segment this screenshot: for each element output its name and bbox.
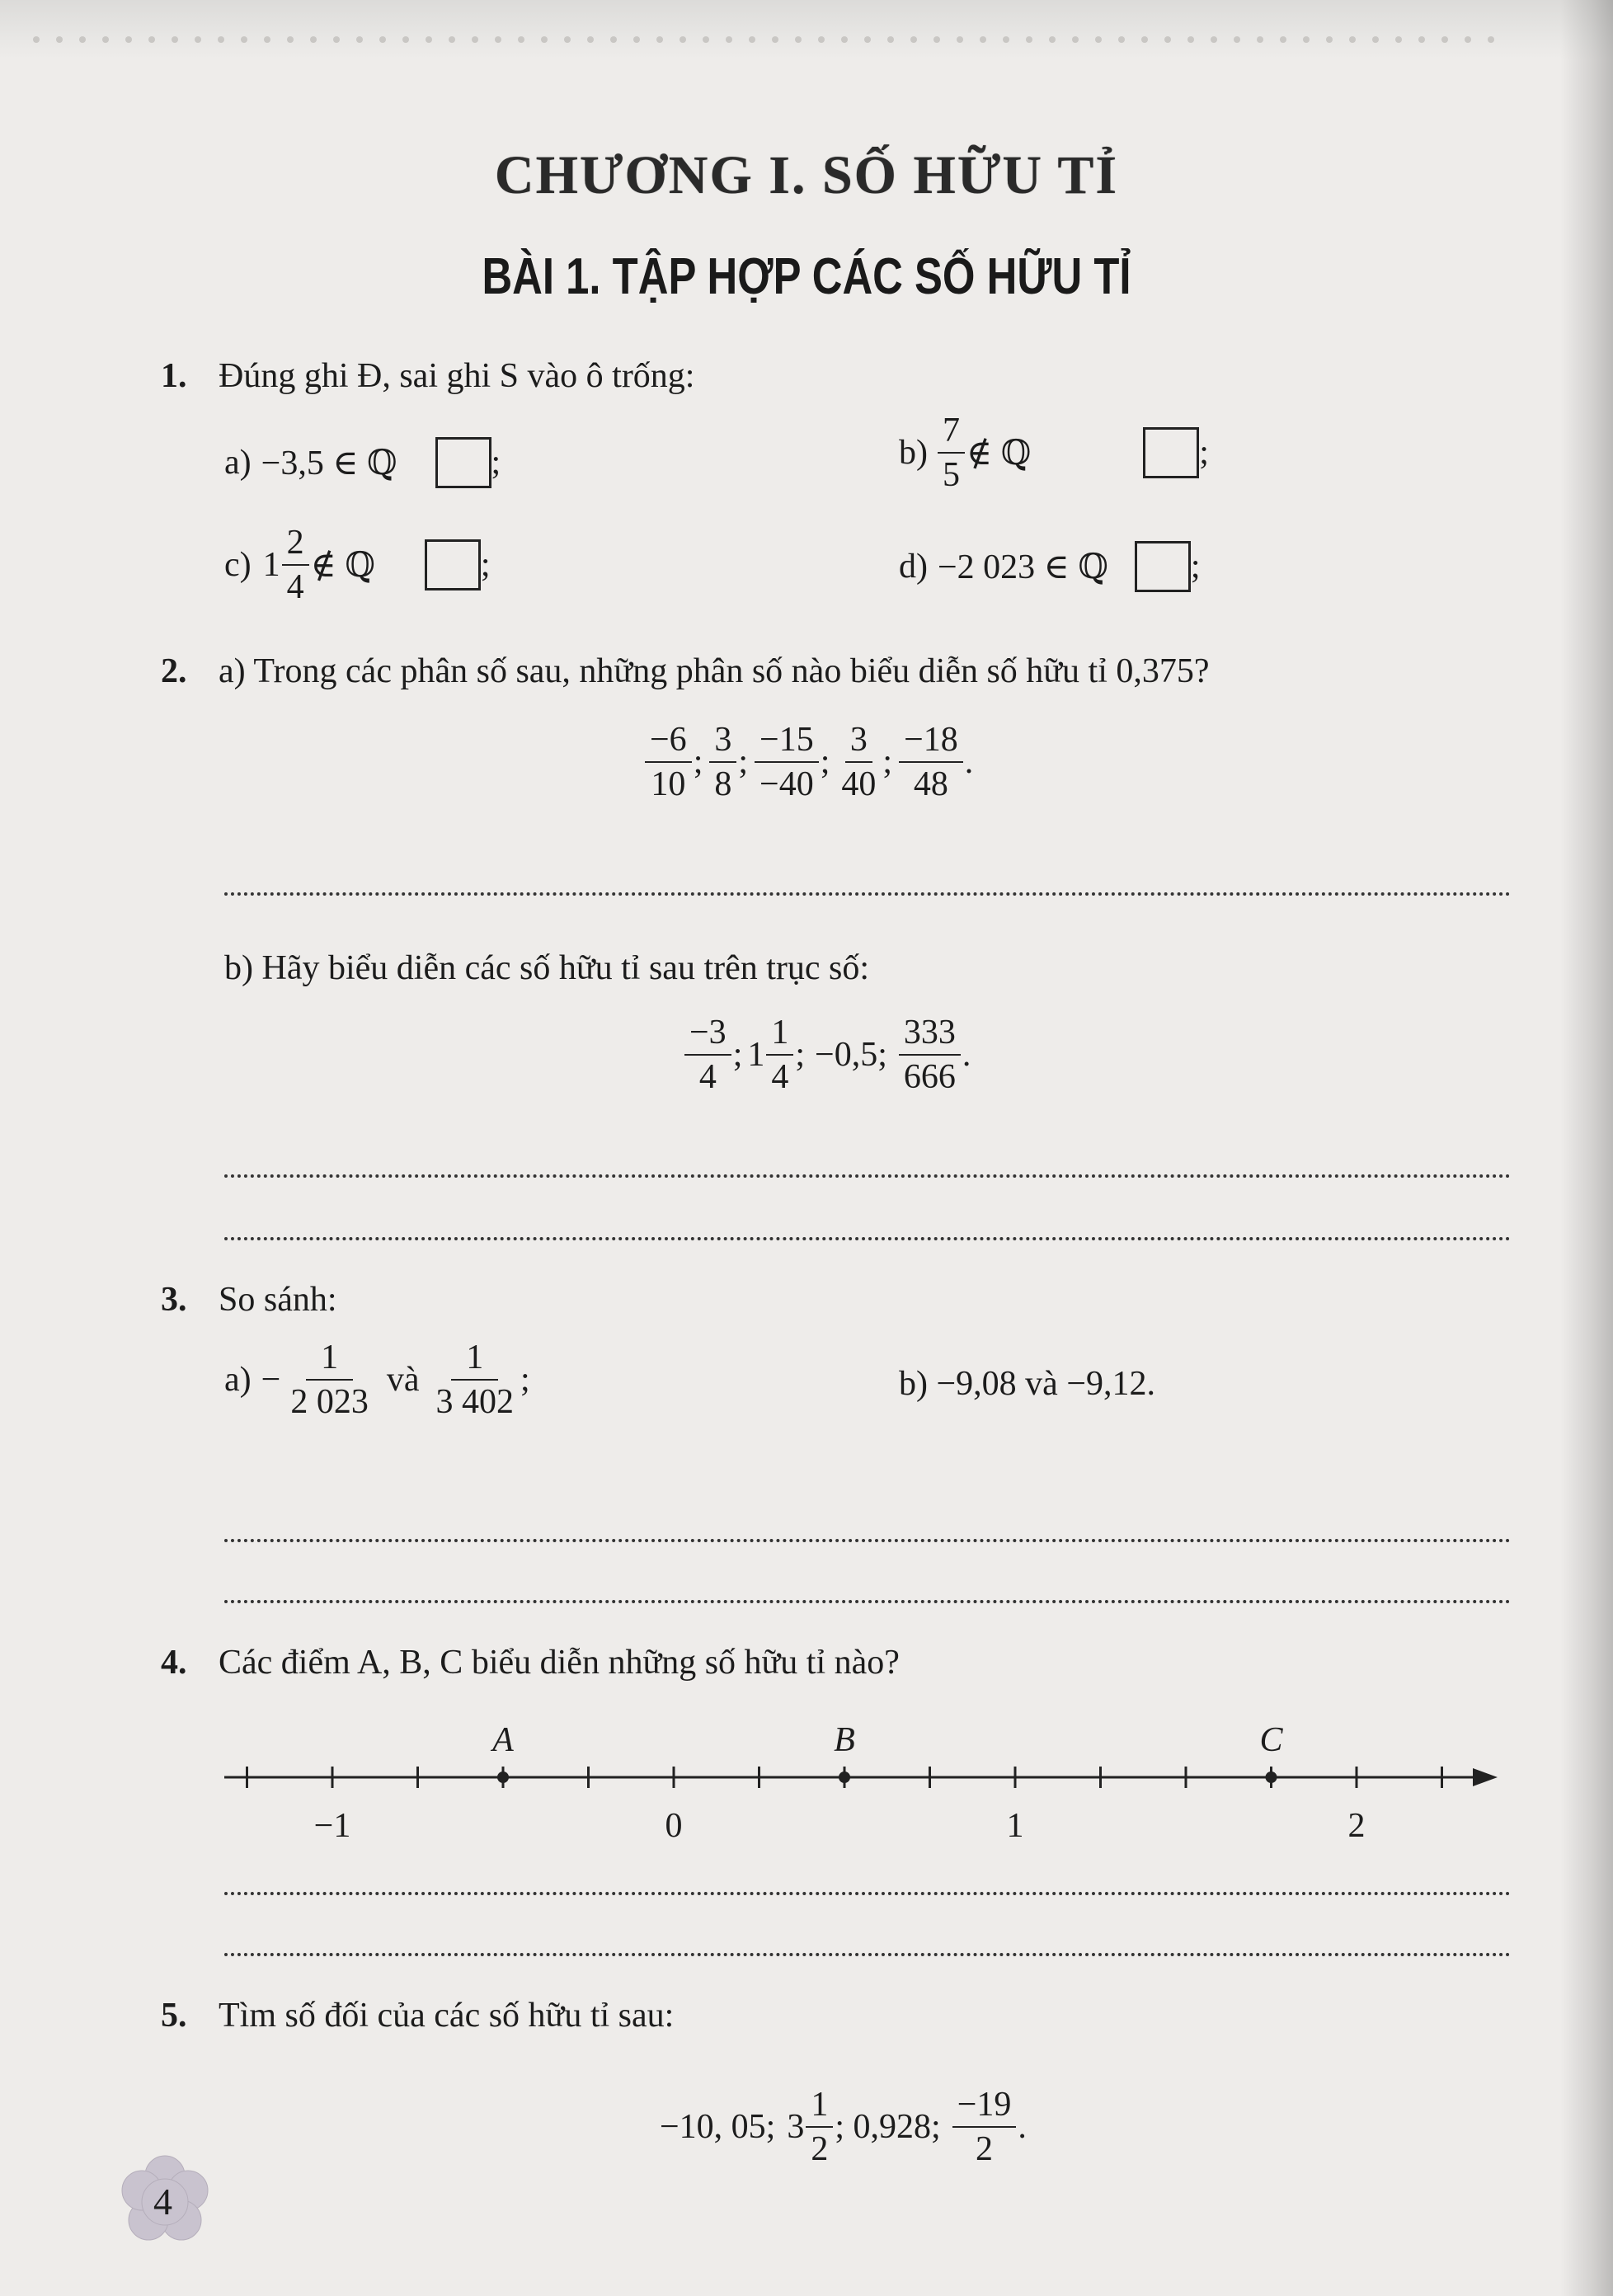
decorative-dot xyxy=(1211,36,1217,43)
decorative-dot xyxy=(33,36,40,43)
decorative-dot xyxy=(1418,36,1425,43)
q3-a-label: a) xyxy=(224,1361,252,1400)
q3-a-fraction-2 xyxy=(430,1339,519,1420)
point-label: A xyxy=(492,1721,514,1759)
q4-answer-line-1[interactable] xyxy=(224,1892,1511,1895)
q1-c-rest: ∉ ℚ xyxy=(310,547,375,586)
q1-b-answer-box[interactable] xyxy=(1143,427,1199,478)
arrow-head-icon xyxy=(1473,1768,1498,1786)
denominator: 3 402 xyxy=(435,1383,514,1422)
q1 xyxy=(161,356,694,396)
q2-b-answer-line-2[interactable] xyxy=(224,1237,1511,1240)
q1-c-answer-box[interactable] xyxy=(425,539,481,590)
decorative-dot xyxy=(449,36,455,43)
denominator: 666 xyxy=(903,1058,956,1097)
q5-prompt: Tìm số đối của các số hữu tỉ sau: xyxy=(219,1997,675,2035)
q3-b: b) −9,08 và −9,12. xyxy=(899,1365,1156,1403)
q2-b-answer-line-1[interactable] xyxy=(224,1174,1511,1178)
q4-answer-line-2[interactable] xyxy=(224,1953,1511,1956)
page-number: 4 xyxy=(153,2181,172,2223)
q1-c-numerator: 2 xyxy=(282,525,309,566)
decorative-dot xyxy=(841,36,848,43)
decorative-dot xyxy=(726,36,732,43)
decorative-dot xyxy=(1372,36,1379,43)
numerator: −18 xyxy=(899,722,963,763)
q5-fraction-1 xyxy=(806,2087,833,2167)
q2-a-fraction-3 xyxy=(755,722,819,802)
q1-c xyxy=(224,525,491,605)
decorative-dot xyxy=(518,36,524,43)
q1-c-fraction xyxy=(282,525,309,605)
top-strip xyxy=(0,0,1613,59)
point-marker xyxy=(497,1771,509,1783)
q1-a-label: a) xyxy=(224,444,252,482)
q3 xyxy=(161,1280,337,1320)
decorative-dot xyxy=(125,36,132,43)
q5-value-3: ; 0,928; xyxy=(835,2108,941,2147)
decorative-dot xyxy=(887,36,894,43)
q3-prompt: So sánh: xyxy=(219,1281,337,1319)
and-word: và xyxy=(386,1361,420,1400)
q5 xyxy=(161,1996,674,2035)
numerator: 1 xyxy=(766,1014,793,1056)
q1-number: 1. xyxy=(161,357,187,395)
decorative-dot xyxy=(749,36,755,43)
decorative-dot xyxy=(1395,36,1402,43)
decorative-dot xyxy=(564,36,571,43)
decorative-dot xyxy=(818,36,825,43)
decorative-dot xyxy=(1095,36,1102,43)
decorative-dot xyxy=(541,36,548,43)
q5-numbers xyxy=(660,2087,1027,2167)
decorative-dot xyxy=(864,36,871,43)
decorative-dot xyxy=(1326,36,1333,43)
decorative-dot xyxy=(333,36,340,43)
decorative-dot xyxy=(195,36,201,43)
whole-part: 3 xyxy=(787,2108,805,2147)
numerator: −15 xyxy=(755,722,819,763)
q1-b-fraction xyxy=(938,412,965,493)
q2-a-fraction-1 xyxy=(645,722,692,802)
numerator: −19 xyxy=(952,2087,1017,2128)
decorative-dot xyxy=(1349,36,1356,43)
q1-c-sep: ; xyxy=(480,546,491,585)
q4-prompt: Các điểm A, B, C biểu diễn những số hữu tỉ nào? xyxy=(219,1644,900,1682)
period: . xyxy=(1018,2108,1027,2147)
tick-label: 1 xyxy=(1006,1807,1024,1845)
q1-b xyxy=(899,412,1209,493)
numerator: −6 xyxy=(645,722,692,763)
q2-b-fraction-1 xyxy=(684,1014,731,1095)
decorative-dot xyxy=(79,36,86,43)
decorative-dot xyxy=(1488,36,1494,43)
q2-a-fraction-4 xyxy=(836,722,881,802)
q1-b-rest: ∉ ℚ xyxy=(966,435,1032,473)
numerator: −3 xyxy=(684,1014,731,1056)
decorative-dot xyxy=(910,36,917,43)
q3-answer-line-1[interactable] xyxy=(224,1539,1511,1542)
point-marker xyxy=(1266,1771,1277,1783)
decorative-dot xyxy=(1026,36,1032,43)
decimal-value: −0,5; xyxy=(815,1036,887,1075)
decorative-dot xyxy=(772,36,778,43)
point-label: C xyxy=(1259,1721,1283,1759)
tick-label: −1 xyxy=(313,1807,351,1845)
q3-a: a) − $\frac{1}{2 023}$ và $\frac{1}{3 402}$ ; xyxy=(224,1339,530,1422)
decorative-dot xyxy=(1049,36,1056,43)
denominator: 2 xyxy=(976,2130,994,2169)
q1-d-expr: −2 023 ∈ ℚ xyxy=(938,548,1108,586)
tick-label: 0 xyxy=(665,1807,683,1845)
decorative-dot xyxy=(633,36,640,43)
decorative-dot xyxy=(933,36,940,43)
decorative-dot xyxy=(1003,36,1009,43)
decorative-dot xyxy=(56,36,63,43)
numerator: 3 xyxy=(709,722,736,763)
numerator: 1 xyxy=(806,2087,833,2128)
decorative-dot xyxy=(610,36,617,43)
point-label: B xyxy=(834,1721,855,1759)
decorative-dot xyxy=(172,36,178,43)
decorative-dot xyxy=(102,36,109,43)
decorative-dot xyxy=(1234,36,1240,43)
decorative-dot xyxy=(703,36,709,43)
decorative-dot xyxy=(1441,36,1448,43)
decorative-dot xyxy=(426,36,432,43)
decorative-dot xyxy=(1303,36,1310,43)
denominator: 2 023 xyxy=(290,1383,369,1422)
q1-c-label: c) xyxy=(224,546,252,585)
q1-a xyxy=(224,437,501,488)
decorative-dot xyxy=(379,36,386,43)
q1-b-sep: ; xyxy=(1199,434,1209,473)
q1-a-answer-box[interactable] xyxy=(435,437,491,488)
decorative-dot xyxy=(1187,36,1194,43)
decorative-dot xyxy=(957,36,963,43)
q1-c-whole: 1 xyxy=(262,546,280,585)
q1-d-answer-box[interactable] xyxy=(1135,541,1191,592)
decorative-dot xyxy=(1257,36,1263,43)
q4-number: 4. xyxy=(161,1644,187,1682)
decorative-dot xyxy=(1164,36,1171,43)
minus-sign: − xyxy=(261,1361,281,1400)
decorative-dot xyxy=(1141,36,1148,43)
lesson-title: BÀI 1. TẬP HỢP CÁC SỐ HỮU TỈ xyxy=(482,248,1131,305)
numerator: 3 xyxy=(845,722,872,763)
q5-value-1: −10, 05; xyxy=(660,2108,776,2147)
q5-number: 5. xyxy=(161,1997,187,2035)
decorative-dot xyxy=(356,36,363,43)
decorative-dot xyxy=(264,36,270,43)
q2-a-fraction-5 xyxy=(899,722,963,802)
decorative-dot xyxy=(218,36,224,43)
q2 xyxy=(161,652,1210,691)
q5-fraction-2 xyxy=(952,2087,1017,2167)
q1-b-denominator: 5 xyxy=(943,456,960,495)
decorative-dot xyxy=(287,36,294,43)
q2-b-prompt: b) Hãy biểu diễn các số hữu tỉ sau trên trục số: xyxy=(224,949,870,987)
denominator: 48 xyxy=(913,765,948,804)
q2-a-fractions: $\frac{-6}{10}$ ; $\frac{3}{8}$ ; $\frac{-15}{-40}$ ; $\frac{3}{40}$ ; $\frac{-18}{48}$ . xyxy=(643,722,973,802)
denominator: 4 xyxy=(698,1058,717,1097)
denominator: 10 xyxy=(651,765,686,804)
q1-c-denominator: 4 xyxy=(286,568,304,607)
decorative-dot xyxy=(980,36,986,43)
q2-b-fraction-2 xyxy=(766,1014,793,1095)
denominator: 2 xyxy=(811,2130,829,2169)
q2-a-answer-line[interactable] xyxy=(224,892,1511,896)
q4 xyxy=(161,1643,900,1682)
decorative-dot xyxy=(1465,36,1471,43)
q2-a-fraction-2 xyxy=(709,722,736,802)
q1-b-numerator: 7 xyxy=(938,412,965,454)
decorative-dot xyxy=(656,36,663,43)
q1-d-label: d) xyxy=(899,548,928,586)
q1-prompt: Đúng ghi Đ, sai ghi S vào ô trống: xyxy=(219,357,695,395)
denominator: −40 xyxy=(759,765,814,804)
denominator: 40 xyxy=(841,765,877,804)
decorative-dot xyxy=(1280,36,1286,43)
numerator: 1 xyxy=(306,1339,353,1381)
point-marker xyxy=(839,1771,850,1783)
q3-answer-line-2[interactable] xyxy=(224,1600,1511,1603)
decorative-dot xyxy=(680,36,686,43)
q2-number: 2. xyxy=(161,652,187,690)
numerator: 333 xyxy=(899,1014,961,1056)
q2-b-numbers: $\frac{-3}{4}$ ; 1 $\frac{1}{4}$ ; −0,5; $\frac{333}{666}$ . xyxy=(683,1014,971,1095)
q2-b-fraction-3 xyxy=(899,1014,961,1095)
decorative-dot xyxy=(241,36,247,43)
numerator: 1 xyxy=(451,1339,498,1381)
decorative-dot xyxy=(587,36,594,43)
chapter-title: CHƯƠNG I. SỐ HỮU TỈ xyxy=(494,145,1119,205)
decorative-dots xyxy=(33,36,1517,45)
decorative-dot xyxy=(472,36,478,43)
decorative-dot xyxy=(795,36,802,43)
q1-d-sep: ; xyxy=(1190,548,1201,586)
decorative-dot xyxy=(1118,36,1125,43)
decorative-dot xyxy=(495,36,501,43)
decorative-dot xyxy=(148,36,155,43)
q2-a-prompt: a) Trong các phân số sau, những phân số nào biểu diễn số hữu tỉ 0,375? xyxy=(219,652,1210,690)
decorative-dot xyxy=(402,36,409,43)
q3-a-fraction-1 xyxy=(285,1339,374,1420)
q3-number: 3. xyxy=(161,1281,187,1319)
whole-part: 1 xyxy=(747,1036,765,1075)
denominator: 4 xyxy=(771,1058,789,1097)
page-edge-shadow xyxy=(1560,0,1613,2296)
tick-label: 2 xyxy=(1347,1807,1366,1845)
q1-a-expr: −3,5 ∈ ℚ xyxy=(261,445,397,482)
number-line xyxy=(0,1699,1613,1847)
decorative-dot xyxy=(1072,36,1079,43)
q1-b-label: b) xyxy=(899,434,928,473)
denominator: 8 xyxy=(714,765,732,804)
q1-d xyxy=(899,541,1201,592)
decorative-dot xyxy=(310,36,317,43)
q1-a-sep: ; xyxy=(491,444,501,482)
